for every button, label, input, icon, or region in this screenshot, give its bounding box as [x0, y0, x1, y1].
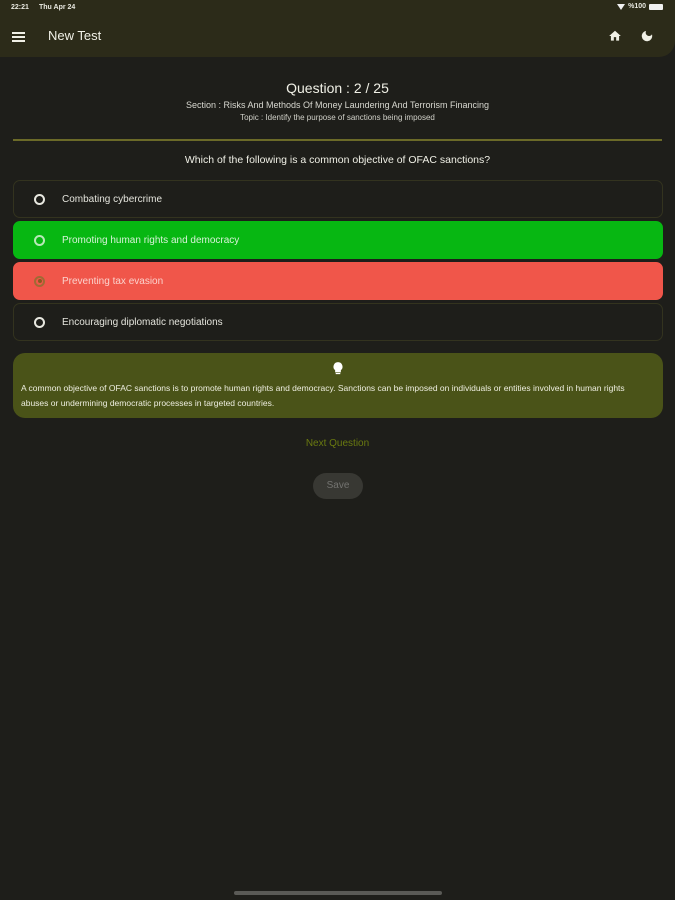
status-indicators [617, 3, 663, 10]
battery-icon [649, 4, 663, 10]
question-header [0, 80, 675, 122]
question-text: Which of the following is a common objective of OFAC sanctions? [184, 154, 491, 166]
explanation-card [13, 353, 663, 418]
option-2-correct[interactable] [13, 221, 663, 259]
explanation-text: A common objective of OFAC sanctions is to promote human rights and democracy. Sanctions can be imposed on individuals or entities involved in human rights abuses or undermining democratic processes in targeted countries. [21, 383, 625, 408]
radio-selected-icon[interactable] [34, 276, 45, 287]
save-button[interactable]: Save [313, 473, 363, 499]
option-label: Combating cybercrime [62, 193, 163, 205]
wifi-icon [617, 4, 625, 10]
option-4[interactable] [13, 303, 663, 341]
lightbulb-icon [331, 361, 345, 377]
option-3-selected-wrong[interactable] [13, 262, 663, 300]
battery-percent: %100 [628, 3, 646, 10]
menu-icon[interactable] [12, 32, 25, 42]
question-section: Section : Risks And Methods Of Money Laundering And Terrorism Financing [186, 100, 489, 110]
option-label: Promoting human rights and democracy [62, 234, 240, 246]
question-counter: Question : 2 / 25 [286, 80, 389, 96]
radio-icon[interactable] [34, 235, 45, 246]
app-bar [0, 0, 675, 57]
status-time: 22:21 [11, 4, 29, 11]
home-indicator[interactable] [234, 891, 442, 895]
option-label: Encouraging diplomatic negotiations [62, 316, 223, 328]
status-date: Thu Apr 24 [39, 4, 76, 11]
question-topic: Topic : Identify the purpose of sanctions being imposed [240, 113, 435, 122]
status-bar [0, 0, 675, 16]
divider [13, 139, 662, 141]
moon-icon[interactable] [640, 29, 654, 43]
page-title: New Test [48, 28, 102, 43]
home-icon[interactable] [608, 29, 622, 43]
radio-icon[interactable] [34, 194, 45, 205]
option-label: Preventing tax evasion [62, 275, 164, 287]
option-1[interactable] [13, 180, 663, 218]
next-question-button[interactable]: Next Question [305, 438, 370, 449]
radio-icon[interactable] [34, 317, 45, 328]
